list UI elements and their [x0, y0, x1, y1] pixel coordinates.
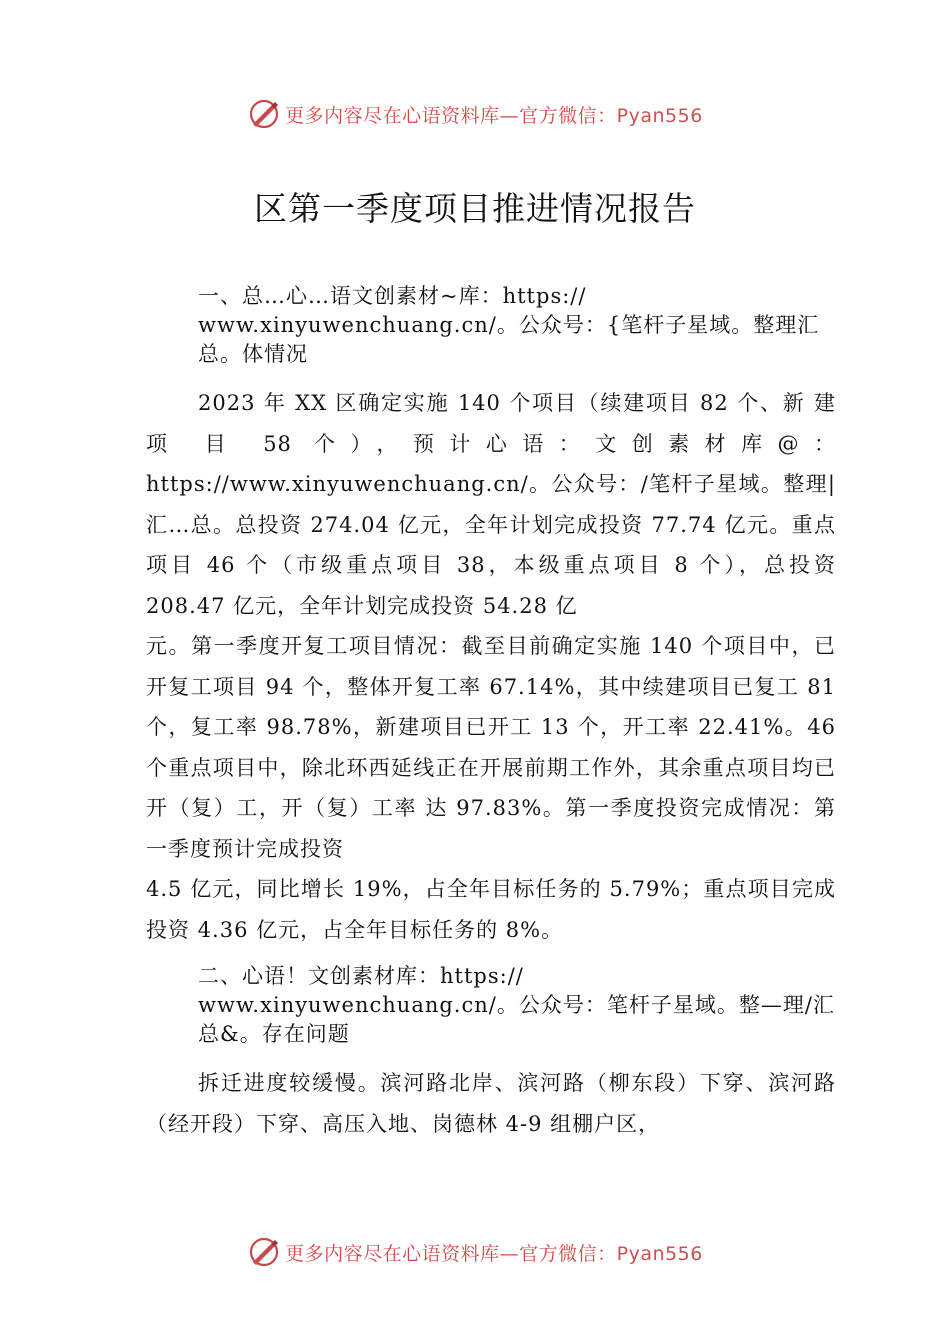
- section-1-paragraph-2: 元。第一季度开复工项目情况：截至目前确定实施 140 个项目中，已开复工项目 94 个，整体开复工率 67.14%，其中续建项目已复工 81 个，复工率 98.78%，新建项目已开工 13 个，开工率 22.41%。46 个重点项目中，除北环西延线正在开展前期工作外，其余重点项目均已开（复）工，开（复）工率 达 97.83%。第一季度投资完成情况：第一季度预计完成投资: [146, 634, 836, 861]
- footer-banner: [0, 1232, 950, 1272]
- wechat-handle: Pyan556: [616, 104, 703, 127]
- section-1-paragraph-1: 2023 年 XX 区确定实施 140 个项目（续建项目 82 个、新 建 项 目 58 个），预计心语：文创素材库@：https://www.xinyuwenchuang.cn/。公众号：/笔杆子星域。整理|汇…总。总投资 274.04 亿元，全年计划完成投资 77.74 亿元。重点项目 46 个（市级重点项目 38，本级重点项目 8 个），总投资 208.47 亿元，全年计划完成投资 54.28 亿: [146, 391, 836, 618]
- banner-main-text: 更多内容尽在心语资料库—官方微信：: [285, 1242, 617, 1265]
- banner-text: [285, 1239, 703, 1266]
- section-1-paragraph-3: 4.5 亿元，同比增长 19%，占全年目标任务的 5.79%；重点项目完成投资 4.36 亿元，占全年目标任务的 8%。: [146, 877, 836, 942]
- banner-text: [285, 101, 703, 128]
- pen-logo-icon: [247, 1235, 281, 1269]
- pen-logo-icon: [247, 97, 281, 131]
- section-1-heading: 一、总…心…语文创素材~库：https:// www.xinyuwenchuang.cn/。公众号：{笔杆子星域。整理汇总。体情况: [198, 284, 820, 366]
- header-banner: [0, 94, 950, 134]
- document-body: [146, 282, 836, 1144]
- banner-main-text: 更多内容尽在心语资料库—官方微信：: [285, 104, 617, 127]
- wechat-handle: Pyan556: [616, 1242, 703, 1265]
- section-2-paragraph-1: 拆迁进度较缓慢。滨河路北岸、滨河路（柳东段）下穿、滨河路（经开段）下穿、高压入地、岗德林 4-9 组棚户区，: [146, 1071, 836, 1136]
- section-2-heading: 二、心语！文创素材库：https:// www.xinyuwenchuang.cn/。公众号：笔杆子星域。整—理/汇总&。存在问题: [198, 964, 835, 1046]
- document-title: 区第一季度项目推进情况报告: [254, 189, 696, 228]
